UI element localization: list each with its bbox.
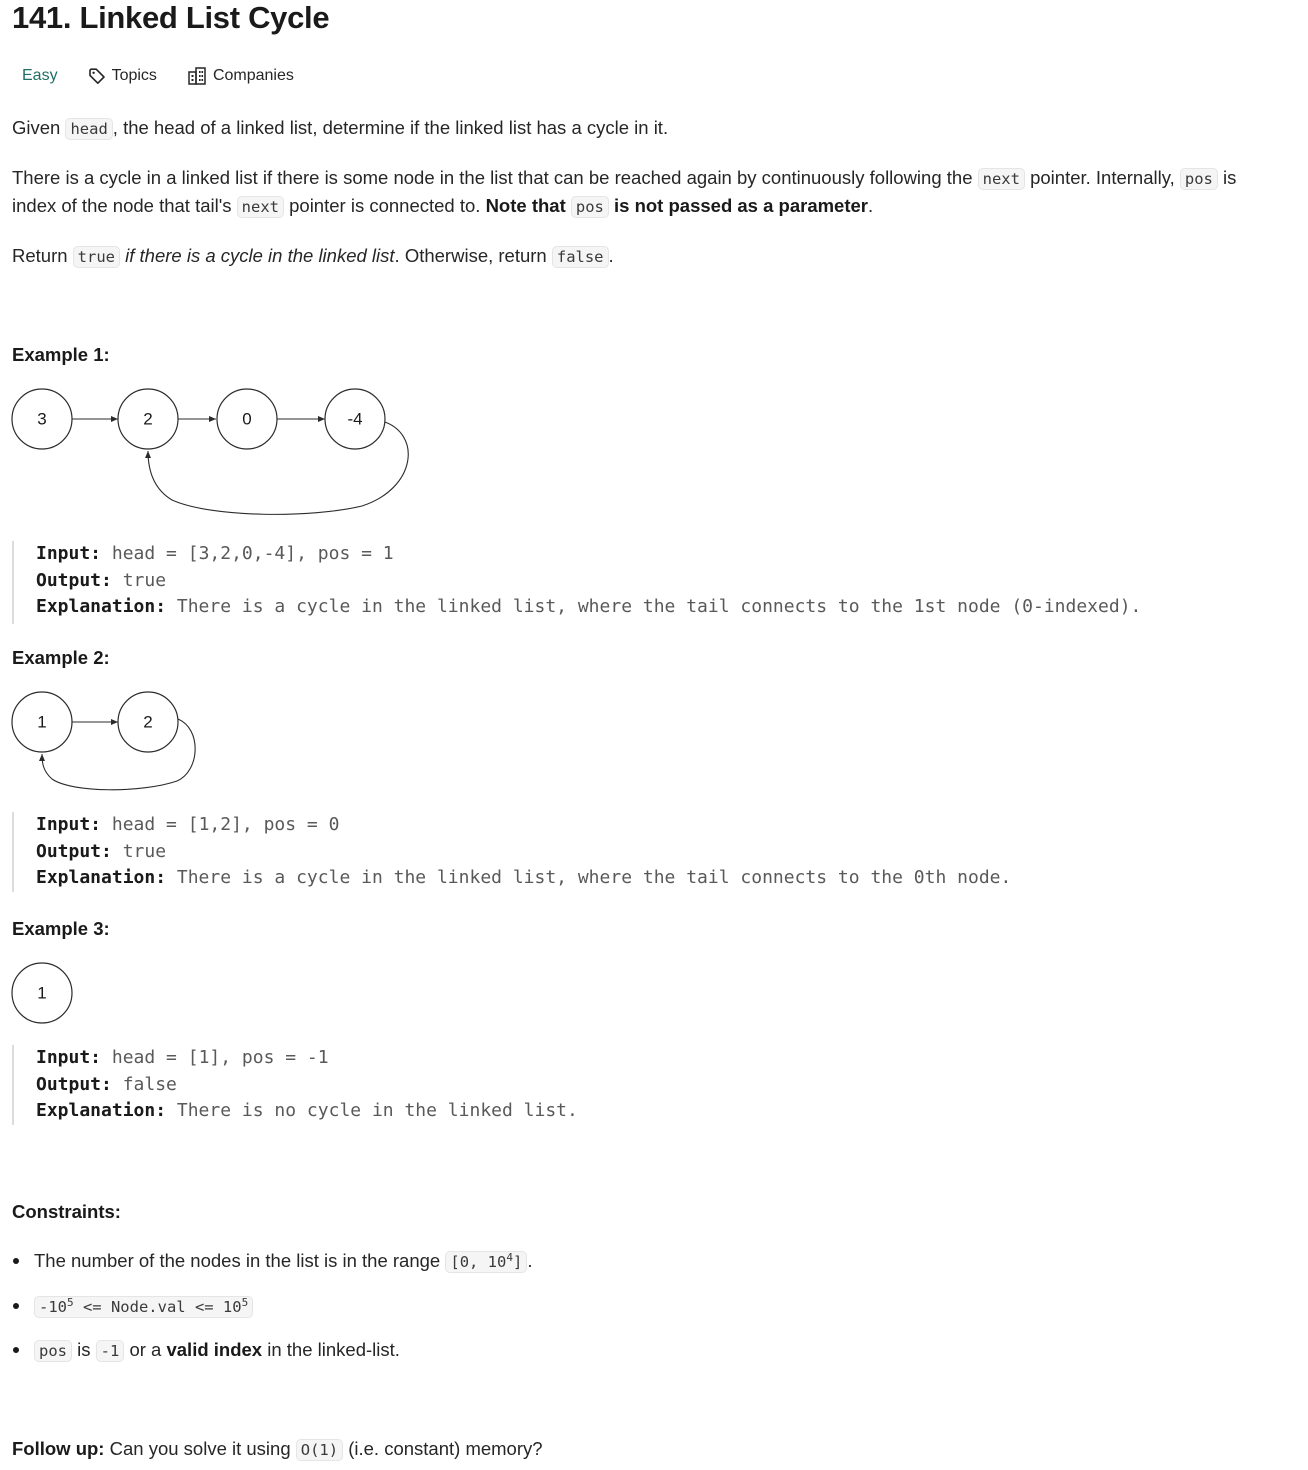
list-node	[12, 692, 72, 752]
description-paragraph-2-line-2	[12, 192, 873, 221]
example-2-diagram	[12, 691, 222, 793]
building-icon	[187, 66, 207, 86]
companies-label: Companies	[212, 67, 294, 84]
code-text: ]	[512, 1253, 523, 1271]
input-label: Input:	[36, 814, 102, 835]
text-span: .	[527, 1250, 533, 1271]
text-span: pointer is connected to.	[283, 195, 486, 216]
list-node	[217, 389, 277, 449]
code-text: [0, 10	[450, 1253, 507, 1271]
explanation-label: Explanation:	[36, 596, 167, 617]
tag-icon	[88, 67, 106, 85]
inline-code	[445, 1251, 527, 1273]
output-value: false	[111, 1073, 177, 1095]
text-span: in the linked-list.	[262, 1339, 400, 1360]
list-node	[118, 389, 178, 449]
text-span: There is a cycle in a linked list if there is some node in the list that can be reached again by continuously following the	[12, 167, 978, 188]
text-span: or a	[124, 1339, 167, 1360]
text-span: is	[72, 1339, 96, 1360]
problem-title: 141. Linked List Cycle	[12, 0, 330, 35]
explanation-value: There is a cycle in the linked list, where the tail connects to the 1st node (0-indexed).	[166, 596, 1142, 617]
example-3-diagram	[12, 962, 76, 1026]
code-text: -10	[39, 1297, 67, 1316]
inline-code: true	[73, 246, 120, 268]
inline-code: -1	[96, 1340, 125, 1362]
topics-button[interactable]	[78, 62, 167, 90]
example-2-io-block	[12, 812, 1011, 892]
example-3-heading: Example 3:	[12, 918, 110, 939]
inline-code: O(1)	[296, 1439, 343, 1461]
inline-code: next	[978, 168, 1025, 190]
input-value: head = [1,2], pos = 0	[101, 814, 340, 835]
bold-text: is not passed as a parameter	[608, 195, 868, 216]
input-value: head = [1], pos = -1	[101, 1047, 329, 1068]
output-label: Output:	[36, 840, 112, 862]
follow-up-label: Follow up:	[12, 1438, 105, 1459]
list-node	[118, 692, 178, 752]
explanation-value: There is a cycle in the linked list, where the tail connects to the 0th node.	[166, 867, 1012, 888]
description-paragraph-2-line-1	[12, 164, 1236, 193]
list-node	[325, 389, 385, 449]
input-value: head = [3,2,0,-4], pos = 1	[101, 543, 394, 564]
description-paragraph-1	[12, 114, 668, 143]
text-span: . Otherwise, return	[394, 245, 552, 266]
inline-code: pos	[571, 196, 609, 218]
input-label: Input:	[36, 1047, 102, 1068]
italic-text: if there is a cycle in the linked list	[120, 245, 395, 266]
constraints-heading: Constraints:	[12, 1201, 121, 1222]
description-paragraph-3	[12, 242, 614, 271]
problem-meta-row	[12, 62, 304, 90]
example-1-io-block	[12, 541, 1141, 624]
node-value: 3	[37, 409, 47, 429]
inline-code: next	[237, 196, 284, 218]
node-value: 2	[143, 712, 153, 732]
example-3-io-block	[12, 1045, 578, 1125]
superscript: 5	[67, 1295, 74, 1309]
node-value: 0	[242, 409, 252, 429]
inline-code: pos	[1180, 168, 1218, 190]
text-span: is	[1217, 167, 1237, 188]
node-value: -4	[347, 409, 363, 429]
difficulty-badge[interactable]: Easy	[22, 67, 58, 84]
topics-label: Topics	[111, 67, 157, 84]
text-span: pointer. Internally,	[1024, 167, 1180, 188]
text-span: Given	[12, 117, 66, 138]
constraints-list	[12, 1246, 532, 1380]
example-1-heading: Example 1:	[12, 344, 110, 365]
text-span: Can you solve it using	[104, 1438, 296, 1459]
output-value: true	[111, 569, 167, 591]
constraint-item	[12, 1246, 532, 1291]
text-span: .	[868, 195, 874, 216]
inline-code: pos	[34, 1340, 72, 1362]
inline-code	[34, 1296, 253, 1318]
output-label: Output:	[36, 1073, 112, 1095]
inline-code: false	[552, 246, 609, 268]
constraint-item	[12, 1335, 532, 1380]
example-2-heading: Example 2:	[12, 647, 110, 668]
text-span: .	[608, 245, 614, 266]
explanation-label: Explanation:	[36, 1100, 167, 1121]
text-span: Return	[12, 245, 73, 266]
text-span: index of the node that tail's	[12, 195, 237, 216]
code-text: <= Node.val <= 10	[73, 1297, 242, 1316]
constraint-item	[12, 1291, 532, 1336]
example-1-diagram	[12, 388, 432, 520]
bold-text: valid index	[166, 1339, 263, 1360]
inline-code: head	[65, 118, 112, 140]
follow-up	[12, 1435, 543, 1464]
output-label: Output:	[36, 569, 112, 591]
input-label: Input:	[36, 543, 102, 564]
node-value: 2	[143, 409, 153, 429]
explanation-label: Explanation:	[36, 867, 167, 888]
node-value: 1	[37, 712, 47, 732]
list-node	[12, 389, 72, 449]
companies-button[interactable]	[177, 62, 304, 90]
list-node	[12, 963, 72, 1023]
superscript: 5	[241, 1295, 249, 1309]
bold-text: Note that	[485, 195, 571, 216]
text-span: (i.e. constant) memory?	[343, 1438, 543, 1459]
text-span: , the head of a linked list, determine if the linked list has a cycle in it.	[112, 117, 669, 138]
text-span: The number of the nodes in the list is in the range	[34, 1250, 446, 1271]
explanation-value: There is no cycle in the linked list.	[166, 1100, 578, 1121]
node-value: 1	[37, 983, 47, 1003]
output-value: true	[111, 840, 167, 862]
superscript: 4	[506, 1250, 513, 1264]
